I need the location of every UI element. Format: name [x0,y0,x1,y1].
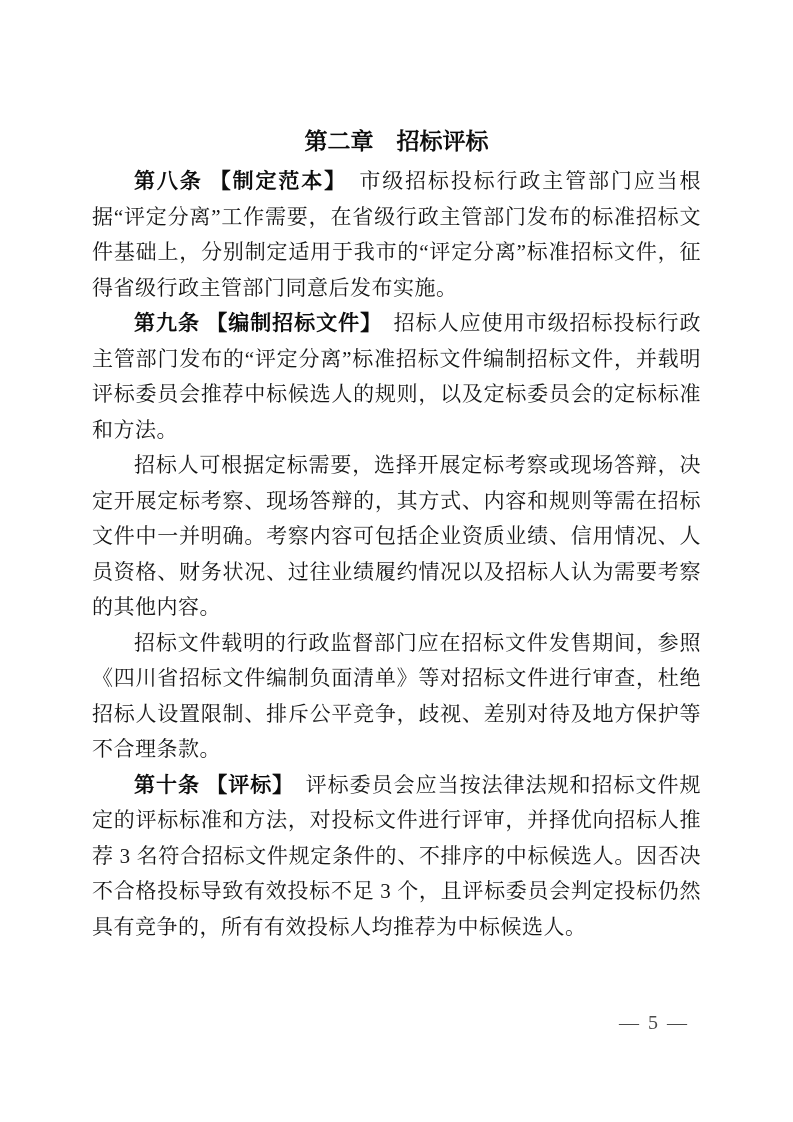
page-number: — 5 — [619,1012,689,1034]
article-9-text: 招标人应使用市级招标投标行政主管部门发布的“评定分离”标准招标文件编制招标文件，并载明评标委员会推荐中标候选人的规则，以及定标委员会的定标标准和方法。 [92,311,702,442]
paragraph-article-9 [92,306,701,448]
paragraph-article-8 [92,164,701,306]
document-content [92,0,701,945]
paragraph-article-9-continuation-1 [92,448,701,626]
article-8-text: 市级招标投标行政主管部门应当根据“评定分离”工作需要，在省级行政主管部门发布的标准招标文件基础上，分别制定适用于我市的“评定分离”标准招标文件，征得省级行政主管部门同意后发布实施。 [92,169,702,300]
paragraph-article-9-continuation-2 [92,626,701,768]
article-9-continuation-2-text: 招标文件载明的行政监督部门应在招标文件发售期间，参照《四川省招标文件编制负面清单》等对招标文件进行审查，杜绝招标人设置限制、排斥公平竞争，歧视、差别对待及地方保护等不合理条款。 [92,630,701,761]
article-9-label: 第九条 【编制招标文件】 [134,311,372,335]
paragraph-article-10 [92,768,701,946]
article-10-label: 第十条 【评标】 [134,772,284,797]
article-8-label: 第八条 【制定范本】 [134,169,337,193]
article-9-continuation-1-text: 招标人可根据定标需要，选择开展定标考察或现场答辩，决定开展定标考察、现场答辩的，其方式、内容和规则等需在招标文件中一并明确。考察内容可包括企业资质业绩、信用情况、人员资格、财务状况、过往业绩履约情况以及招标人认为需要考察的其他内容。 [92,453,701,619]
article-10-text: 评标委员会应当按法律法规和招标文件规定的评标标准和方法，对投标文件进行评审，并择优向招标人推荐 3 名符合招标文件规定条件的、不排序的中标候选人。因否决不合格投标导致有效投标不足 3 个，且评标委员会判定投标仍然具有竞争的，所有有效投标人均推荐为中标候选人。 [92,772,702,939]
chapter-title: 第二章 招标评标 [304,128,489,154]
